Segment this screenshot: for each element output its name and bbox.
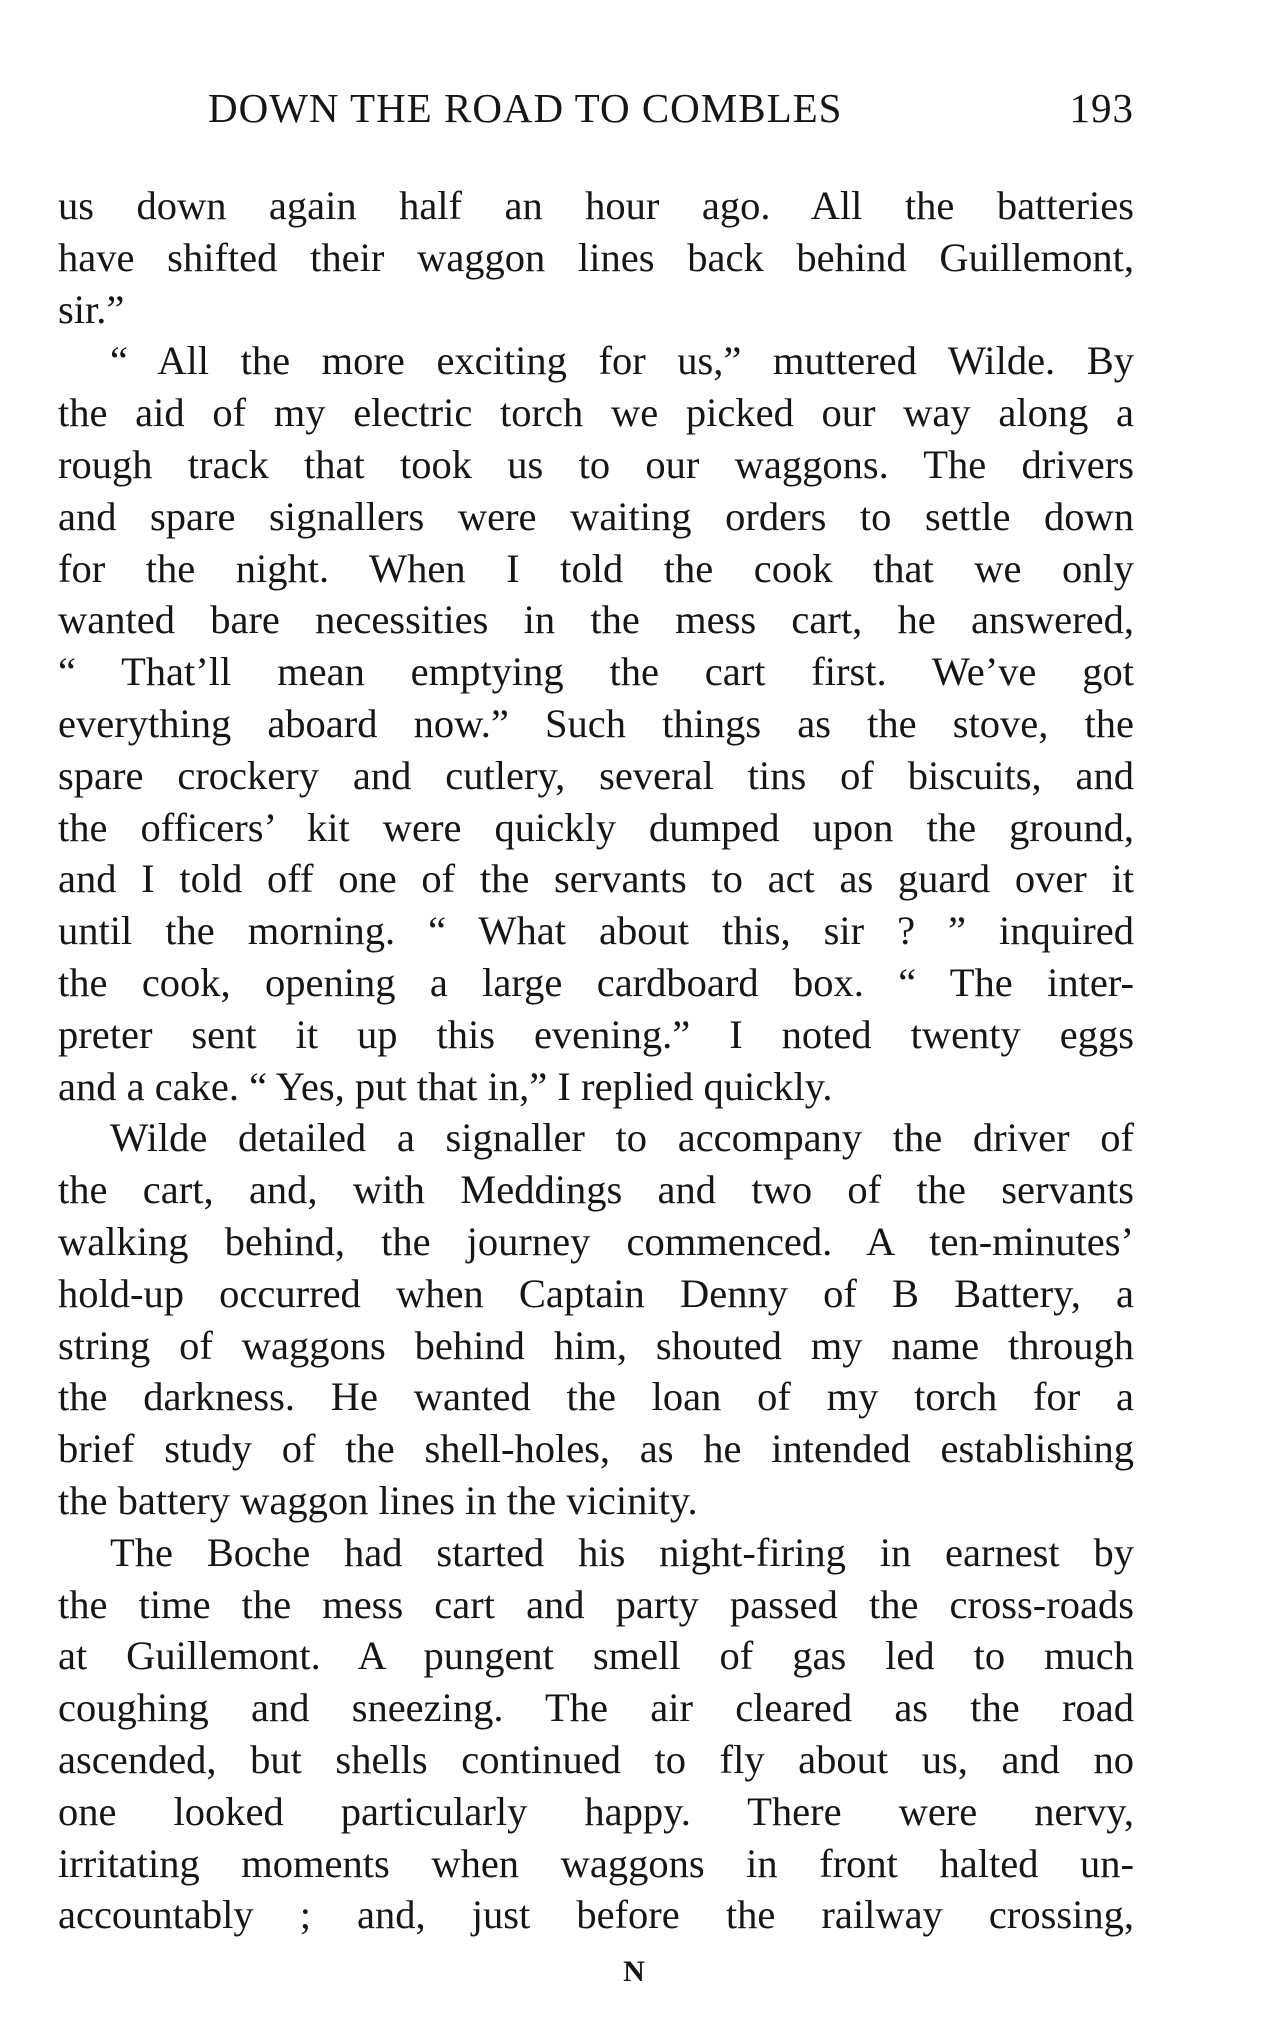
text-line: everything aboard now.” Such things as the stove, the	[58, 700, 1134, 746]
text-line: irritating moments when waggons in front halted un-	[58, 1840, 1134, 1886]
text-line: “ That’ll mean emptying the cart first. We’ve got	[58, 649, 1134, 695]
text-line: hold-up occurred when Captain Denny of B Battery, a	[58, 1270, 1134, 1316]
text-line: for the night. When I told the cook that we only	[58, 545, 1134, 591]
text-line: ascended, but shells continued to fly about us, and no	[58, 1736, 1134, 1782]
text-line: rough track that took us to our waggons. The drivers	[58, 441, 1134, 487]
text-line: the darkness. He wanted the loan of my torch for a	[58, 1374, 1134, 1420]
text-line: brief study of the shell-holes, as he intended establishing	[58, 1426, 1134, 1472]
text-line: the aid of my electric torch we picked our way along a	[58, 390, 1134, 436]
signature-mark: N	[623, 1955, 645, 1988]
paragraph-start-line: The Boche had started his night-firing in earnest by	[110, 1529, 1134, 1575]
page-number: 193	[1069, 85, 1134, 131]
text-line: accountably ; and, just before the railway crossing,	[58, 1892, 1134, 1938]
text-line: string of waggons behind him, shouted my name through	[58, 1322, 1134, 1368]
paragraph-start-line: Wilde detailed a signaller to accompany the driver of	[110, 1115, 1134, 1161]
text-line: wanted bare necessities in the mess cart, he answered,	[58, 597, 1134, 643]
text-line: at Guillemont. A pungent smell of gas led to much	[58, 1633, 1134, 1679]
text-line: until the morning. “ What about this, sir ? ” inquired	[58, 908, 1134, 954]
text-line: the battery waggon lines in the vicinity.	[58, 1477, 698, 1523]
text-line: and spare signallers were waiting orders to settle down	[58, 493, 1134, 539]
text-line: preter sent it up this evening.” I noted twenty eggs	[58, 1011, 1134, 1057]
text-line: and I told off one of the servants to act as guard over it	[58, 856, 1134, 902]
text-line: and a cake. “ Yes, put that in,” I replied quickly.	[58, 1063, 833, 1109]
text-line: one looked particularly happy. There were nervy,	[58, 1788, 1134, 1834]
text-line: the officers’ kit were quickly dumped upon the ground,	[58, 804, 1134, 850]
text-line: coughing and sneezing. The air cleared as the road	[58, 1685, 1134, 1731]
text-line: the time the mess cart and party passed the cross-roads	[58, 1581, 1134, 1627]
text-line: the cook, opening a large cardboard box. “ The inter-	[58, 959, 1134, 1005]
text-line: walking behind, the journey commenced. A ten-minutes’	[58, 1218, 1134, 1264]
paragraph-start-line: “ All the more exciting for us,” muttered Wilde. By	[110, 338, 1134, 384]
text-line: us down again half an hour ago. All the batteries	[58, 183, 1134, 228]
text-line: sir.”	[58, 286, 125, 332]
text-line: the cart, and, with Meddings and two of the servants	[58, 1167, 1134, 1213]
running-head	[58, 84, 1134, 140]
body-text	[58, 180, 1134, 1941]
text-line: spare crockery and cutlery, several tins of biscuits, and	[58, 752, 1134, 798]
running-title: DOWN THE ROAD TO COMBLES	[208, 85, 843, 131]
text-line: have shifted their waggon lines back behind Guillemont,	[58, 234, 1134, 280]
